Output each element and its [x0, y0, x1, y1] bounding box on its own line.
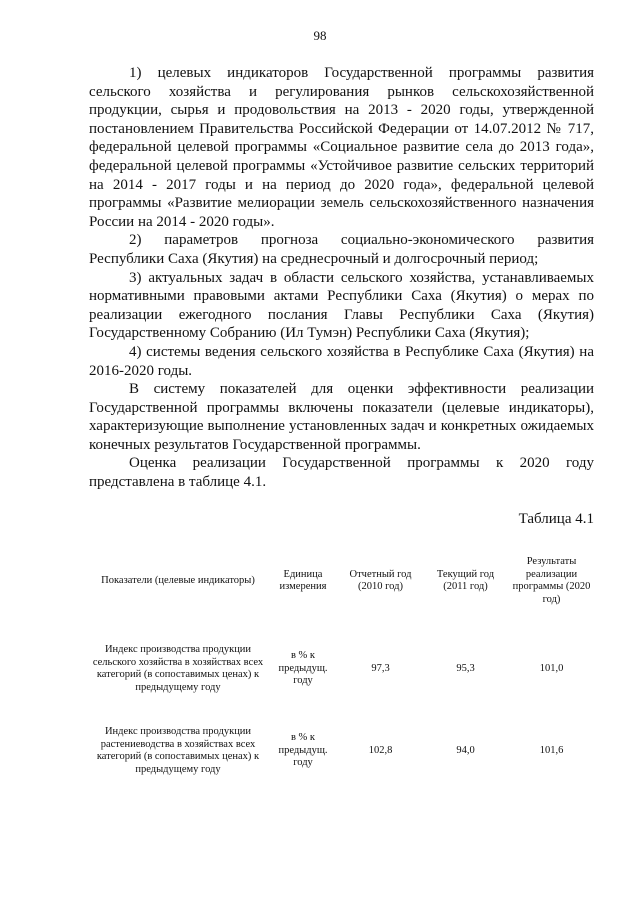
- header-unit: Единица измерения: [279, 568, 327, 592]
- paragraph-item-4: 4) системы ведения сельского хозяйства в Республике Саха (Якутия) на 2016-2020 годы.: [89, 343, 594, 379]
- header-spacer: [88, 622, 595, 634]
- header-report-year: Отчетный год (2010 год): [349, 568, 412, 592]
- table-row: [88, 716, 595, 786]
- page-number: 98: [313, 28, 327, 43]
- row-results: 101,0: [539, 662, 564, 674]
- row-report-year: 97,3: [371, 662, 390, 674]
- row-spacer: [88, 704, 595, 716]
- paragraph-item-1: 1) целевых индикаторов Государственной программы развития сельского хозяйства и регулирования рынков сельскохозяйственной продукции, сырья и продовольствия на 2013 - 2020 годы, утвержденной постановлением Правительства Российской Федерации от 14.07.2012 № 717, федеральной целевой программы «Социальное развитие села до 2013 года», федеральной целевой программы «Устойчивое развитие сельских территорий на 2014 - 2017 годы и на период до 2020 года», федеральной целевой программы «Развитие мелиорации земель сельскохозяйственного назначения России на 2014 - 2020 годы».: [89, 65, 594, 230]
- header-current-year: Текущий год (2011 год): [436, 568, 495, 592]
- row-results: 101,6: [539, 744, 564, 756]
- table-header-row: [88, 540, 595, 622]
- row-report-year: 102,8: [368, 744, 393, 756]
- row-unit: в % к предыдущ. году: [278, 650, 328, 687]
- body-text: [89, 64, 594, 492]
- paragraph-item-2: 2) параметров прогноза социально-экономического развития Республики Саха (Якутия) на среднесрочный и долгосрочный период;: [89, 232, 594, 267]
- row-current-year: 94,0: [456, 744, 475, 756]
- table-caption: Таблица 4.1: [518, 511, 594, 527]
- paragraph-item-3: 3) актуальных задач в области сельского хозяйства, устанавливаемых нормативными правовыми актами Республики Саха (Якутия) о мерах по реализации ежегодного послания Главы Республики Саха (Якутия) Государственному Собранию (Ил Тумэн) Республики Саха (Якутия);: [89, 269, 594, 342]
- row-current-year: 95,3: [456, 662, 475, 674]
- row-indicator: Индекс производства продукции сельского хозяйства в хозяйствах всех категорий (в сопоставимых ценах) к предыдущему году: [92, 644, 264, 693]
- row-unit: в % к предыдущ. году: [278, 732, 328, 769]
- header-indicator: Показатели (целевые индикаторы): [101, 574, 255, 586]
- header-results: Результаты реализации программы (2020 год): [512, 556, 591, 605]
- paragraph-indicators: В систему показателей для оценки эффективности реализации Государственной программы включены показатели (целевые индикаторы), характеризующие выполнение установленных задач и конкретных ожидаемых конечных результатов Государственной программы.: [89, 381, 594, 453]
- row-indicator: Индекс производства продукции растениеводства в хозяйствах всех категорий (в сопоставимых ценах) к предыдущему году: [96, 726, 260, 775]
- paragraph-assessment: Оценка реализации Государственной программы к 2020 году представлена в таблице 4.1.: [89, 455, 594, 491]
- table-row: [88, 634, 595, 704]
- indicators-table: [88, 540, 595, 786]
